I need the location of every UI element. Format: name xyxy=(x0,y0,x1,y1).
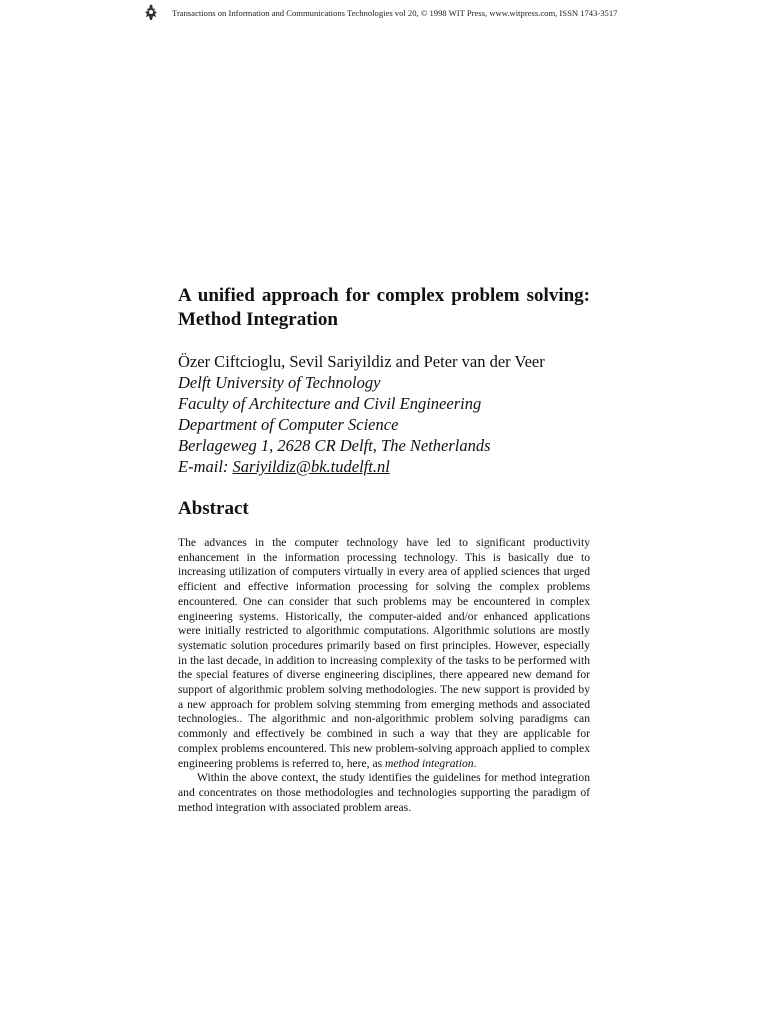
email-link[interactable]: Sariyildiz@bk.tudelft.nl xyxy=(232,457,390,476)
abstract-paragraph-2: Within the above context, the study identifies the guidelines for method integration and concentrates on those methodologies and technologies supporting the paradigm of method integration with associated problem areas. xyxy=(178,771,590,814)
faculty: Faculty of Architecture and Civil Engineering xyxy=(178,394,482,413)
running-header: Transactions on Information and Communications Technologies vol 20, © 1998 WIT Press, www.witpress.com, ISSN 1743-3517 xyxy=(172,8,618,18)
abstract-paragraph-1-text: The advances in the computer technology have led to significant productivity enhancement in the information processing technology. This is basically due to increasing utilization of computers virtually in every area of applied sciences that urged efficient and effective information processing for solving the complex problems encountered. One can consider that such problems may be encountered in complex engineering systems. Historically, the computer-aided and/or enhanced applications were initially restricted to algorithmic computations. Algorithmic solutions are mostly systematic solution procedures primarily based on first principles. However, especially in the last decade, in addition to increasing complexity of the tasks to be performed with the special features of diverse engineering disciplines, there appeared new demand for support of algorithmic problem solving methodologies. The new support is provided by a new approach for problem solving stemming from emerging methods and associated technologies.. The algorithmic and non-algorithmic problem solving paradigms can commonly and effectively be combined in such a way that they are applicable for complex problems encountered. This new problem-solving approach applied to complex engineering problems is referred to, here, as xyxy=(178,536,590,770)
abstract-paragraph-1-end: . xyxy=(473,756,477,770)
author-block xyxy=(178,351,608,477)
abstract-body xyxy=(178,536,590,815)
university: Delft University of Technology xyxy=(178,373,381,392)
author-names: Özer Ciftcioglu, Sevil Sariyildiz and Peter van der Veer xyxy=(178,352,545,371)
postal-address: Berlageweg 1, 2628 CR Delft, The Netherlands xyxy=(178,436,491,455)
paper-title: A unified approach for complex problem solving: Method Integration xyxy=(178,285,590,330)
publisher-logo-icon xyxy=(143,3,159,21)
abstract-heading: Abstract xyxy=(178,498,249,519)
email-line xyxy=(178,456,608,477)
email-label: E-mail: xyxy=(178,457,233,476)
abstract-paragraph-1 xyxy=(178,536,590,771)
department: Department of Computer Science xyxy=(178,415,399,434)
method-integration-term: method integration xyxy=(385,756,474,770)
